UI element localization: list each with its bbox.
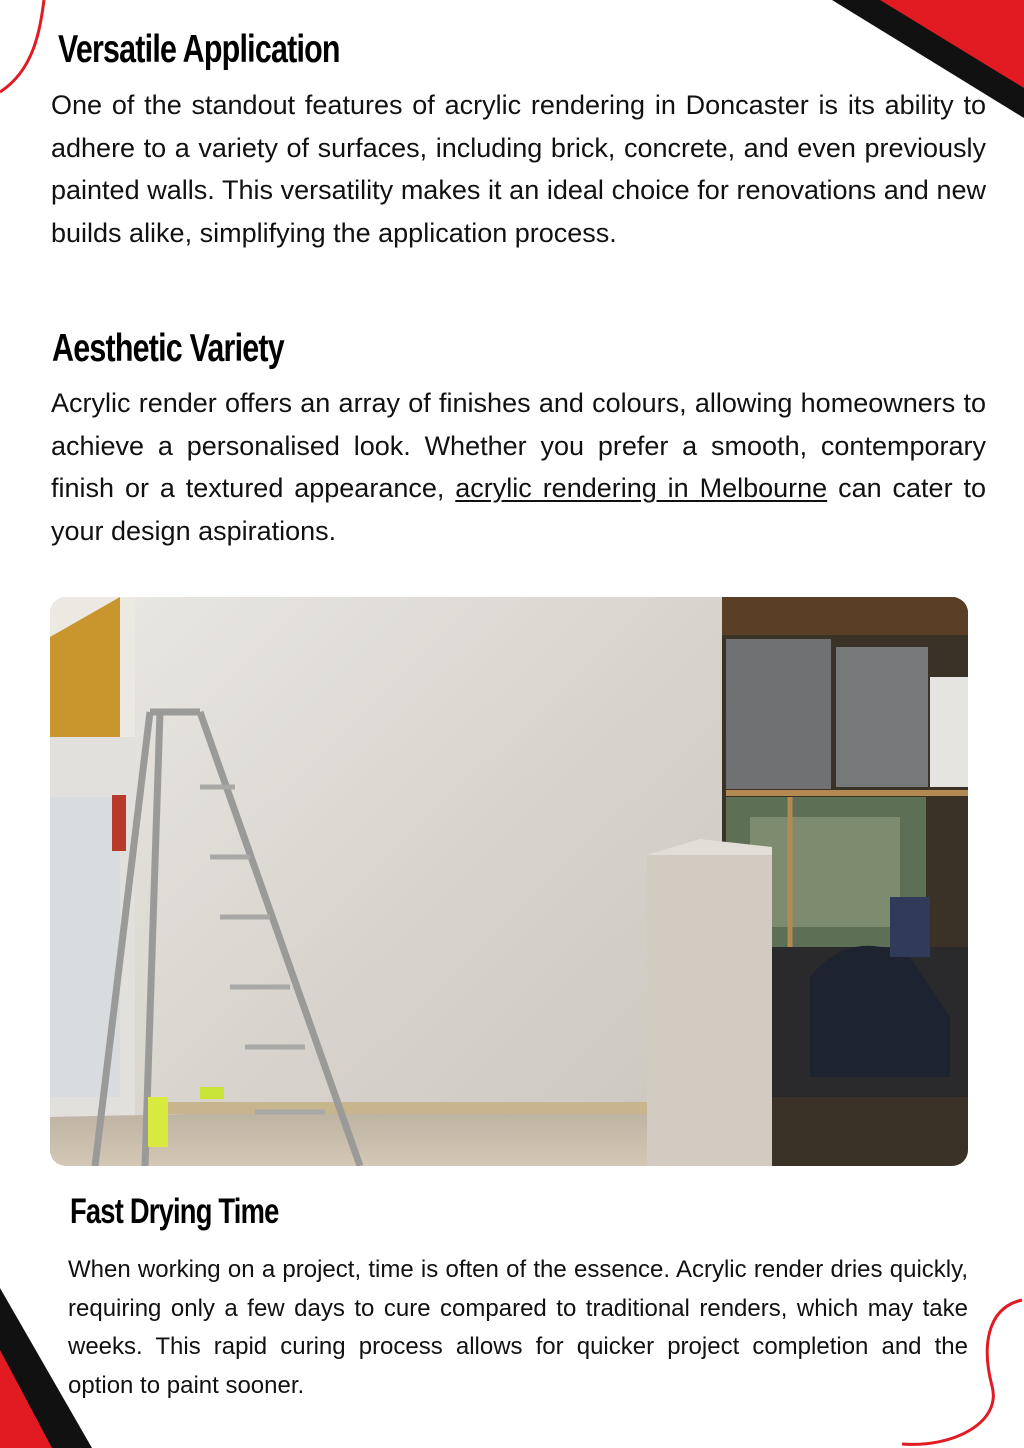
section-title-fast-drying-time: Fast Drying Time	[70, 1192, 279, 1231]
section-body-versatile-application: One of the standout features of acrylic rendering in Doncaster is its ability to adhere to a variety of surfaces, including brick, concrete, and even previously painted walls. This versatility makes it an ideal choice for renovations and new builds alike, simplifying the application process.	[51, 90, 986, 248]
section-title-aesthetic-variety: Aesthetic Variety	[52, 327, 284, 370]
acrylic-rendering-melbourne-link[interactable]: acrylic rendering in Melbourne	[455, 473, 828, 503]
section-body-fast-drying-time: When working on a project, time is often of the essence. Acrylic render dries quickly, requiring only a few days to cure compared to traditional renders, which may take weeks. This rapid curing process allows for quicker project completion and the option to paint sooner.	[68, 1256, 968, 1399]
body-text-before-link: Acrylic render offers an array of finishes and colours, allowing homeowners to achieve a personalised look. Whether you prefer a smooth, contemporary finish or a textured appearance,	[51, 388, 986, 503]
body-text-after-link: can cater to your design aspirations.	[51, 473, 986, 546]
section-title-versatile-application: Versatile Application	[58, 28, 340, 71]
room-interior-photo	[50, 597, 968, 1166]
section-body-aesthetic-variety	[51, 382, 986, 552]
